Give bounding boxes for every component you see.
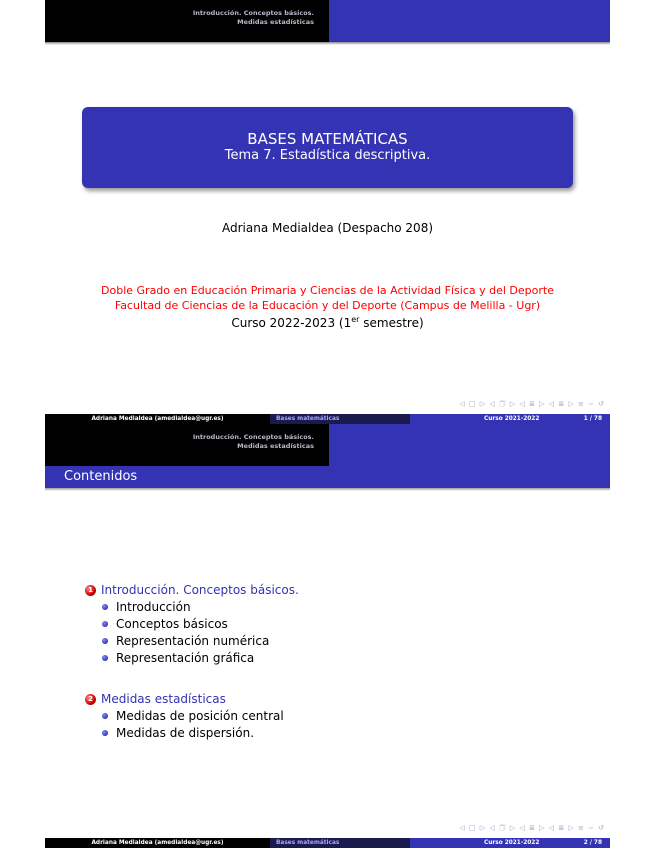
course-superscript: er xyxy=(351,315,360,324)
toc-subsection[interactable] xyxy=(85,707,284,724)
section-number-ball: 2 xyxy=(85,694,96,705)
header-shadow xyxy=(45,42,610,45)
toc-subsection[interactable] xyxy=(85,598,299,615)
institution-line-1: Doble Grado en Educación Primaria y Ciencias de la Actividad Física y del Deporte xyxy=(101,284,554,297)
header-bar xyxy=(45,424,610,466)
beamer-navigation-icons[interactable]: ◁ □ ▷ ◁ 🗇 ▷ ◁ ≣ ▷ ◁ ≣ ▷ ≡ ∽ ↺ xyxy=(459,400,605,408)
bullet-icon xyxy=(102,713,108,719)
footer-title: Bases matemáticas xyxy=(270,838,410,848)
toc-subsection[interactable] xyxy=(85,649,299,666)
bullet-icon xyxy=(102,655,108,661)
toc-subsection-label[interactable]: Medidas de dispersión. xyxy=(116,725,255,740)
bullet-icon xyxy=(102,730,108,736)
footer-bar xyxy=(45,838,610,848)
section-link-measures[interactable]: Medidas estadísticas xyxy=(237,17,314,26)
bullet-icon xyxy=(102,604,108,610)
footer-date: Curso 2021-2022 xyxy=(484,416,540,422)
toc-subsection[interactable] xyxy=(85,724,284,741)
footer-page-number: 2 / 78 xyxy=(583,840,602,846)
section-link-intro[interactable]: Introducción. Conceptos básicos. xyxy=(192,9,314,17)
presentation-title: BASES MATEMÁTICAS xyxy=(247,130,408,148)
toc-subsection-label[interactable]: Medidas de posición central xyxy=(116,708,284,723)
course-prefix: Curso 2022-2023 (1 xyxy=(231,316,352,330)
beamer-navigation-icons[interactable]: ◁ □ ▷ ◁ 🗇 ▷ ◁ ≣ ▷ ◁ ≣ ▷ ≡ ∽ ↺ xyxy=(459,824,605,832)
title-box xyxy=(82,107,573,188)
footer-author: Adriana Medialdea (amedialdea@ugr.es) xyxy=(45,414,270,424)
toc-section-heading[interactable] xyxy=(85,691,284,707)
footer-right xyxy=(410,414,610,424)
footer-bar xyxy=(45,414,610,424)
footer-right xyxy=(410,838,610,848)
toc-subsection-label[interactable]: Representación numérica xyxy=(116,633,270,648)
toc-section-1[interactable] xyxy=(85,582,299,666)
bullet-icon xyxy=(102,638,108,644)
toc-subsection[interactable] xyxy=(85,632,299,649)
header-subsection-panel xyxy=(329,0,610,42)
institution-block xyxy=(45,283,610,313)
toc-subsection-label[interactable]: Introducción xyxy=(116,599,191,614)
footer-page-number: 1 / 78 xyxy=(583,416,602,422)
course-suffix: semestre) xyxy=(359,316,424,330)
section-number-ball: 1 xyxy=(85,585,96,596)
frame-title-shadow xyxy=(45,488,610,491)
footer-title: Bases matemáticas xyxy=(270,414,410,424)
section-nav[interactable] xyxy=(54,9,314,26)
course-line xyxy=(45,315,610,330)
presentation-subtitle: Tema 7. Estadística descriptiva. xyxy=(224,148,431,163)
toc-section-heading[interactable] xyxy=(85,582,299,598)
institution-line-2: Facultad de Ciencias de la Educación y del Deporte (Campus de Melilla - Ugr) xyxy=(114,299,541,312)
toc-subsection-label[interactable]: Representación gráfica xyxy=(116,650,255,665)
bullet-icon xyxy=(102,621,108,627)
toc-section-2[interactable] xyxy=(85,691,284,741)
toc-section-title[interactable]: Introducción. Conceptos básicos. xyxy=(101,583,299,597)
toc-subsection-label[interactable]: Conceptos básicos xyxy=(116,616,228,631)
section-link-measures[interactable]: Medidas estadísticas xyxy=(237,441,314,450)
toc-section-title[interactable]: Medidas estadísticas xyxy=(101,692,226,706)
author-line: Adriana Medialdea (Despacho 208) xyxy=(221,221,434,235)
frame-title: Contenidos xyxy=(45,466,610,488)
toc-subsection[interactable] xyxy=(85,615,299,632)
section-link-intro[interactable]: Introducción. Conceptos básicos. xyxy=(192,433,314,441)
section-nav[interactable] xyxy=(54,433,314,450)
contents-slide xyxy=(45,424,610,848)
header-subsection-panel xyxy=(329,424,610,466)
footer-author: Adriana Medialdea (amedialdea@ugr.es) xyxy=(45,838,270,848)
title-slide xyxy=(45,0,610,424)
header-bar xyxy=(45,0,610,42)
footer-date: Curso 2021-2022 xyxy=(484,840,540,846)
